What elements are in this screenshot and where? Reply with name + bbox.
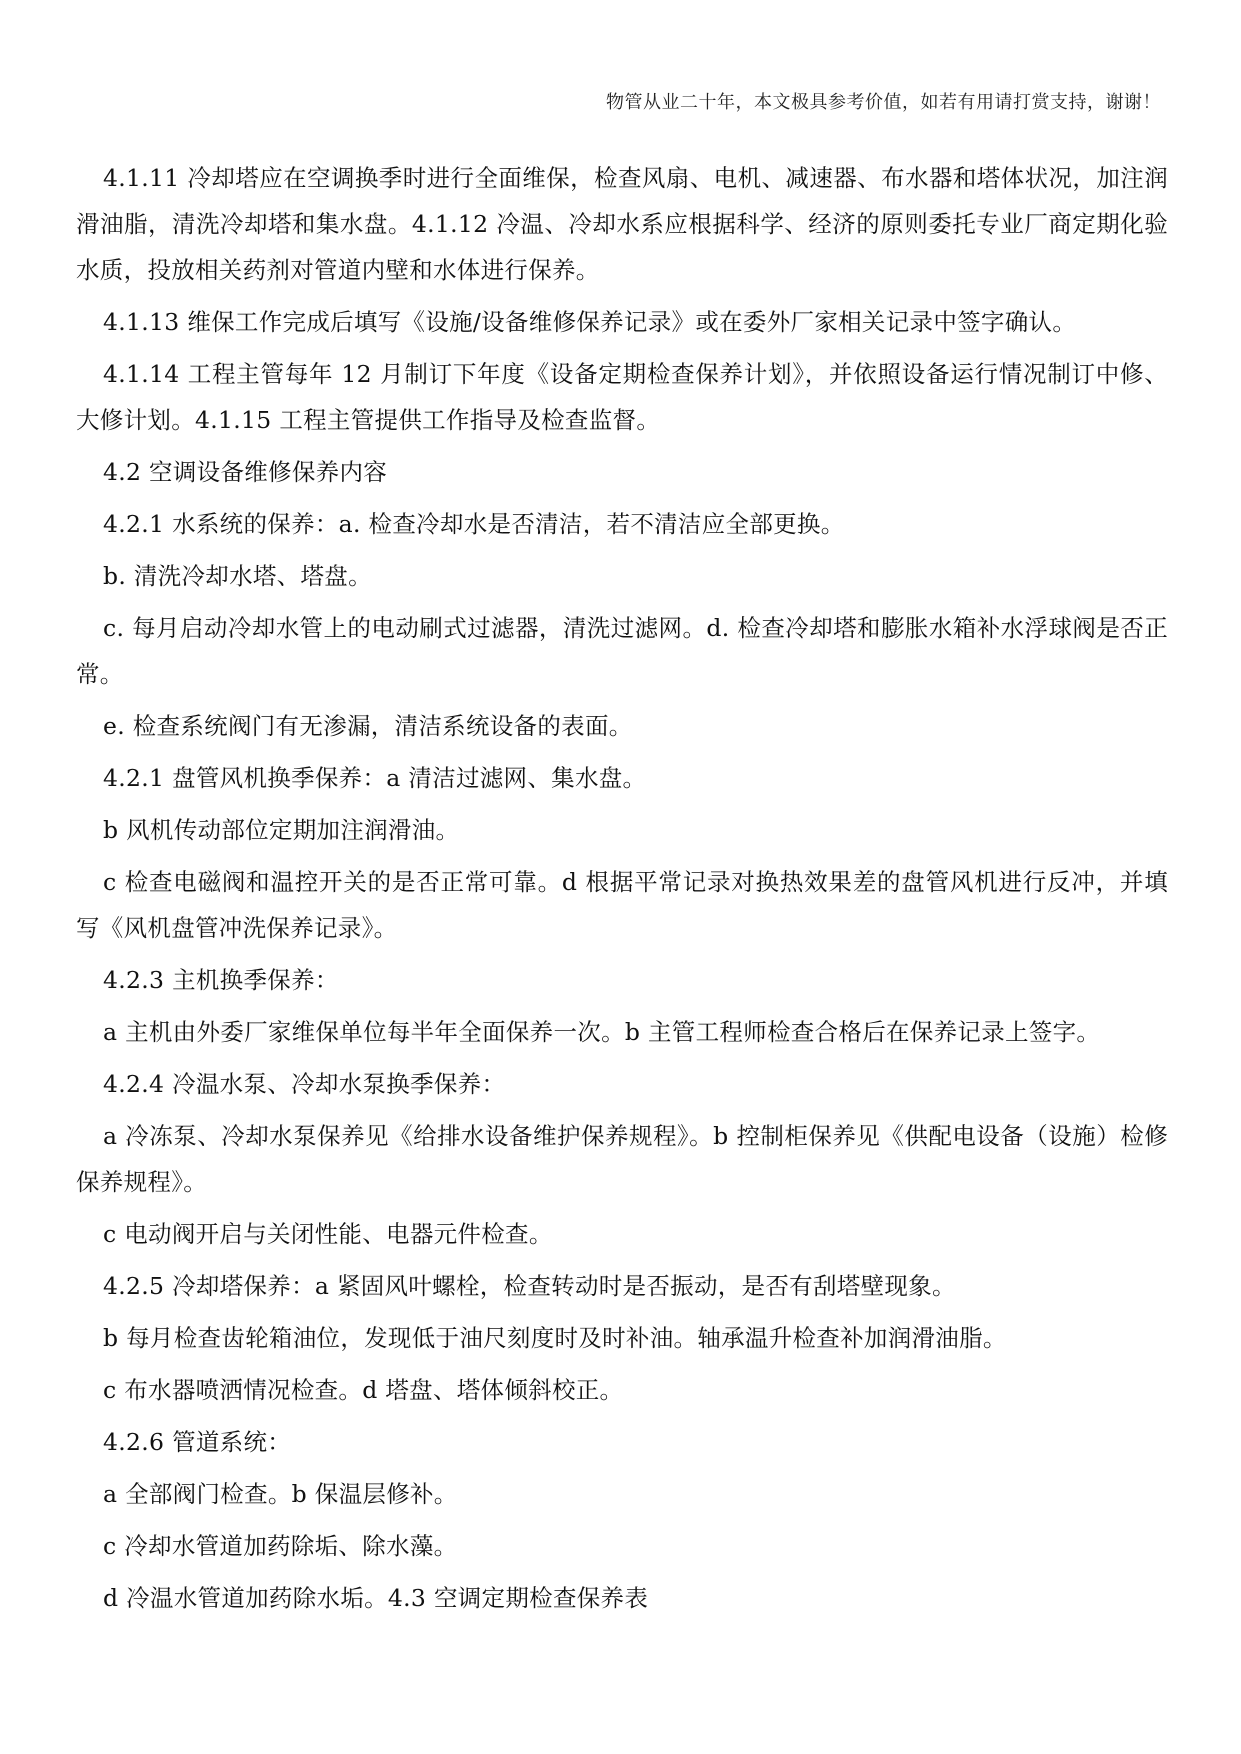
paragraph: b. 清洗冷却水塔、塔盘。 [103,562,372,590]
paragraph: 4.2.3 主机换季保养： [103,966,339,994]
paragraph: c 布水器喷洒情况检查。d 塔盘、塔体倾斜校正。 [103,1376,624,1404]
paragraph: b 风机传动部位定期加注润滑油。 [103,816,460,844]
paragraph: 4.2.1 水系统的保养：a. 检查冷却水是否清洁，若不清洁应全部更换。 [103,510,845,538]
paragraph: 4.2.5 冷却塔保养：a 紧固风叶螺栓，检查转动时是否振动，是否有刮塔壁现象。 [103,1272,956,1300]
page-header-note: 物管从业二十年，本文极具参考价值，如若有用请打赏支持，谢谢！ [606,92,1161,113]
paragraph: d 冷温水管道加药除水垢。4.3 空调定期检查保养表 [103,1584,649,1612]
paragraph: c 冷却水管道加药除垢、除水藻。 [103,1532,458,1560]
paragraph: a 全部阀门检查。b 保温层修补。 [103,1480,458,1508]
paragraph: a 冷冻泵、冷却水泵保养见《给排水设备维护保养规程》。b 控制柜保养见《供配电设备（设施）检修保养规程》。 [76,1122,1168,1196]
paragraph: 4.1.11 冷却塔应在空调换季时进行全面维保，检查风扇、电机、减速器、布水器和塔体状况，加注润滑油脂，清洗冷却塔和集水盘。4.1.12 冷温、冷却水系应根据科学、经济的原则委托专业厂商定期化验水质，投放相关药剂对管道内壁和水体进行保养。 [76,164,1168,284]
paragraph: 4.1.13 维保工作完成后填写《设施/设备维修保养记录》或在委外厂家相关记录中签字确认。 [103,308,1077,336]
paragraph: a 主机由外委厂家维保单位每半年全面保养一次。b 主管工程师检查合格后在保养记录上签字。 [103,1018,1101,1046]
paragraph: 4.2.6 管道系统： [103,1428,292,1456]
document-body [76,155,1168,1627]
paragraph: 4.1.14 工程主管每年 12 月制订下年度《设备定期检查保养计划》，并依照设备运行情况制订中修、大修计划。4.1.15 工程主管提供工作指导及检查监督。 [76,360,1168,434]
paragraph: c 检查电磁阀和温控开关的是否正常可靠。d 根据平常记录对换热效果差的盘管风机进行反冲，并填写《风机盘管冲洗保养记录》。 [76,868,1168,942]
section-heading: 4.2 空调设备维修保养内容 [103,458,388,486]
paragraph: 4.2.1 盘管风机换季保养：a 清洁过滤网、集水盘。 [103,764,647,792]
paragraph: c 电动阀开启与关闭性能、电器元件检查。 [103,1220,553,1248]
paragraph: c. 每月启动冷却水管上的电动刷式过滤器，清洗过滤网。d. 检查冷却塔和膨胀水箱补水浮球阀是否正常。 [76,614,1168,688]
paragraph: 4.2.4 冷温水泵、冷却水泵换季保养： [103,1070,506,1098]
paragraph: e. 检查系统阀门有无渗漏，清洁系统设备的表面。 [103,712,633,740]
paragraph: b 每月检查齿轮箱油位，发现低于油尺刻度时及时补油。轴承温升检查补加润滑油脂。 [103,1324,1007,1352]
